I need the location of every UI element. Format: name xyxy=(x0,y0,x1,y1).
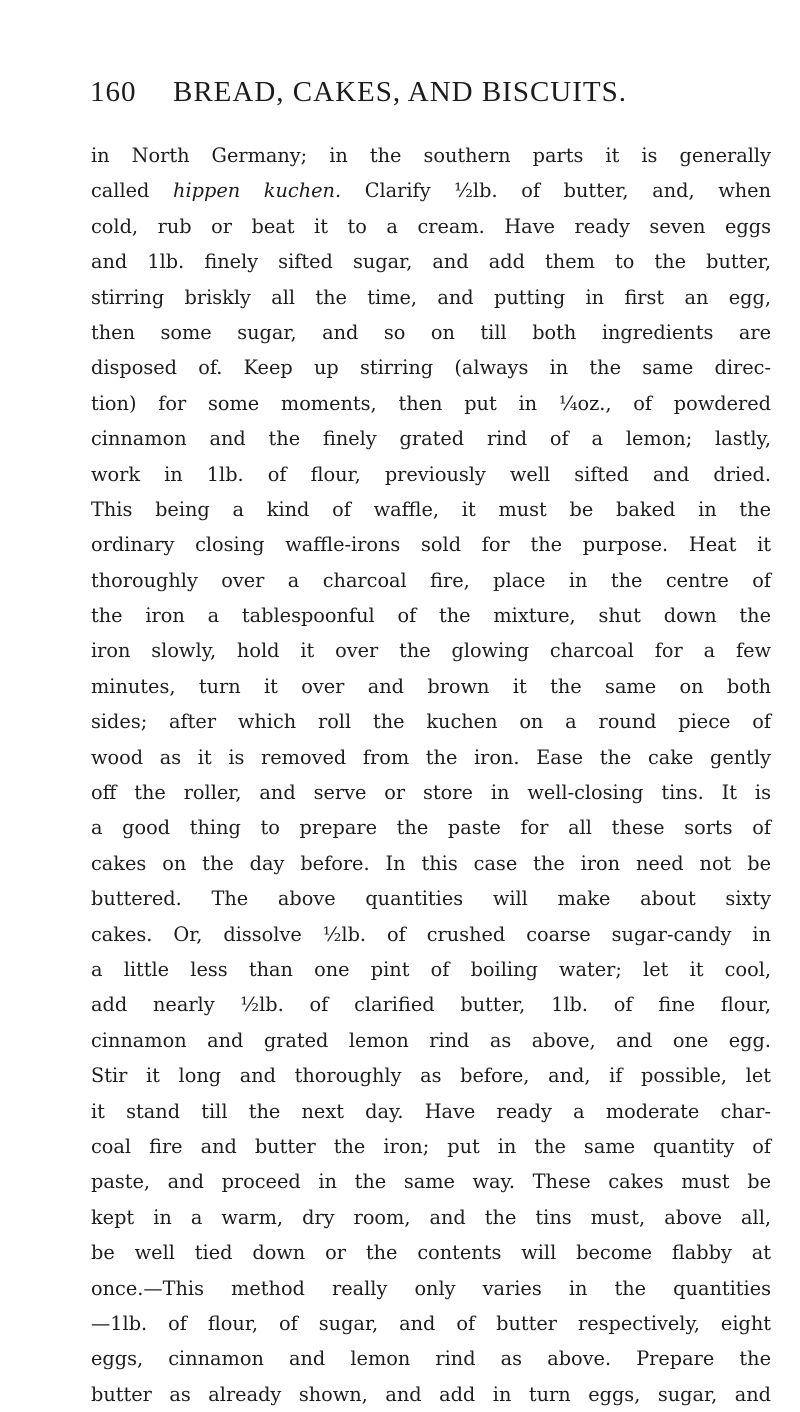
text-line: kept in a warm, dry room, and the tins must, above all, xyxy=(91,1205,771,1229)
text-line: add nearly ½lb. of clarified butter, 1lb. of fine flour, xyxy=(91,993,771,1017)
text-line: cinnamon and grated lemon rind as above, and one egg. xyxy=(91,1028,771,1052)
text-line: off the roller, and serve or store in well-closing tins. It is xyxy=(91,781,771,805)
text-line: cakes. Or, dissolve ½lb. of crushed coarse sugar-candy in xyxy=(91,922,771,946)
text-line: minutes, turn it over and brown it the same on both xyxy=(91,674,771,698)
text-line: it stand till the next day. Have ready a moderate char- xyxy=(91,1099,771,1123)
text-line: coal fire and butter the iron; put in the same quantity of xyxy=(91,1134,771,1158)
text-line: cinnamon and the finely grated rind of a lemon; lastly, xyxy=(91,427,771,451)
body-text xyxy=(91,138,771,1412)
text-line: work in 1lb. of flour, previously well sifted and dried. xyxy=(91,462,771,486)
text-run: Clarify ½lb. of butter, and, when xyxy=(341,179,771,203)
page-number: 160 xyxy=(90,76,137,108)
text-line: thoroughly over a charcoal fire, place in the centre of xyxy=(91,568,771,592)
text-line: tion) for some moments, then put in ¼oz., of powdered xyxy=(91,391,771,415)
text-line: Stir it long and thoroughly as before, and, if possible, let xyxy=(91,1064,771,1088)
text-line: once.—This method really only varies in the quantities xyxy=(91,1276,771,1300)
text-line-with-italic xyxy=(91,173,771,208)
text-line: butter as already shown, and add in turn eggs, sugar, and xyxy=(91,1382,771,1406)
text-run: called xyxy=(91,179,174,203)
text-line: This being a kind of waffle, it must be baked in the xyxy=(91,497,771,521)
page-header xyxy=(90,76,710,116)
text-line: and 1lb. finely sifted sugar, and add them to the butter, xyxy=(91,250,771,274)
text-line: eggs, cinnamon and lemon rind as above. Prepare the xyxy=(91,1347,771,1371)
text-line: iron slowly, hold it over the glowing charcoal for a few xyxy=(91,639,771,663)
text-line: disposed of. Keep up stirring (always in the same direc- xyxy=(91,356,771,380)
text-line: stirring briskly all the time, and putting in first an egg, xyxy=(91,285,771,309)
text-line: the iron a tablespoonful of the mixture, shut down the xyxy=(91,604,771,628)
italic-term: hippen kuchen. xyxy=(173,179,342,203)
text-line: in North Germany; in the southern parts it is generally xyxy=(91,144,771,167)
text-line: buttered. The above quantities will make about sixty xyxy=(91,887,771,911)
text-line: paste, and proceed in the same way. These cakes must be xyxy=(91,1170,771,1194)
text-line: sides; after which roll the kuchen on a round piece of xyxy=(91,710,771,734)
text-line: then some sugar, and so on till both ingredients are xyxy=(91,320,771,344)
text-line: be well tied down or the contents will become flabby at xyxy=(91,1241,771,1265)
text-line: a little less than one pint of boiling water; let it cool, xyxy=(91,957,771,981)
text-line: cold, rub or beat it to a cream. Have ready seven eggs xyxy=(91,214,771,238)
text-line: —1lb. of flour, of sugar, and of butter respectively, eight xyxy=(91,1311,771,1335)
text-line: cakes on the day before. In this case the iron need not be xyxy=(91,851,771,875)
running-title: BREAD, CAKES, AND BISCUITS. xyxy=(173,76,627,108)
text-line: ordinary closing waffle-irons sold for the purpose. Heat it xyxy=(91,533,771,557)
text-line: wood as it is removed from the iron. Ease the cake gently xyxy=(91,745,771,769)
text-line: a good thing to prepare the paste for all these sorts of xyxy=(91,816,771,840)
